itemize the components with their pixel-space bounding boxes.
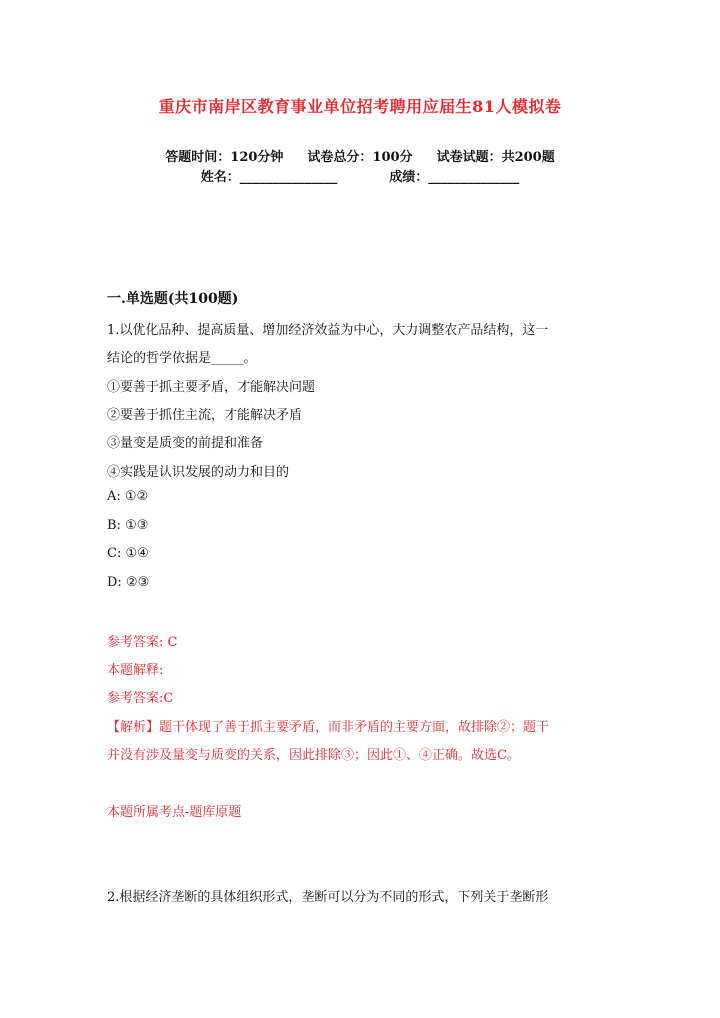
question-1-item-4: ④实践是认识发展的动力和目的 bbox=[107, 465, 290, 480]
exam-time: 答题时间：120分钟 bbox=[165, 150, 284, 165]
question-1-stem-line-2: 结论的哲学依据是_____。 bbox=[107, 351, 257, 366]
exam-info-line bbox=[0, 146, 720, 165]
question-1-stem-line-1: 1.以优化品种、提高质量、增加经济效益为中心，大力调整农产品结构，这一 bbox=[107, 323, 549, 338]
question-1-item-2: ②要善于抓住主流，才能解决矛盾 bbox=[107, 408, 303, 423]
document-title: 重庆市南岸区教育事业单位招考聘用应届生81人模拟卷 bbox=[158, 97, 562, 116]
question-1-item-3: ③量变是质变的前提和准备 bbox=[107, 436, 264, 451]
question-1-analysis-line-2: 并没有涉及量变与质变的关系，因此排除③；因此①、④正确。故选C。 bbox=[107, 748, 520, 763]
score-field: 成绩：______________ bbox=[389, 170, 520, 185]
question-1-answer: 参考答案: C bbox=[107, 635, 178, 650]
section-title: 一.单选题(共100题) bbox=[107, 291, 239, 307]
question-1-option-a: A: ①② bbox=[107, 489, 149, 504]
question-1-item-1: ①要善于抓主要矛盾，才能解决问题 bbox=[107, 380, 316, 395]
question-1-answer-repeat: 参考答案:C bbox=[107, 691, 174, 706]
question-2-stem-line-1: 2.根据经济垄断的具体组织形式，垄断可以分为不同的形式，下列关于垄断形 bbox=[107, 890, 549, 905]
exam-question-count: 试卷试题：共200题 bbox=[436, 150, 555, 165]
question-1-explanation-label: 本题解释: bbox=[107, 663, 164, 678]
question-1-option-b: B: ①③ bbox=[107, 518, 149, 533]
question-1-option-d: D: ②③ bbox=[107, 575, 150, 590]
candidate-info-line bbox=[0, 166, 720, 185]
exam-total-score: 试卷总分：100分 bbox=[307, 150, 413, 165]
question-1-option-c: C: ①④ bbox=[107, 546, 149, 561]
name-field: 姓名：_______________ bbox=[200, 170, 338, 185]
question-1-analysis-line-1: 【解析】题干体现了善于抓主要矛盾，而非矛盾的主要方面，故排除②；题干 bbox=[107, 720, 550, 735]
question-1-knowledge-point: 本题所属考点-题库原题 bbox=[107, 805, 242, 820]
